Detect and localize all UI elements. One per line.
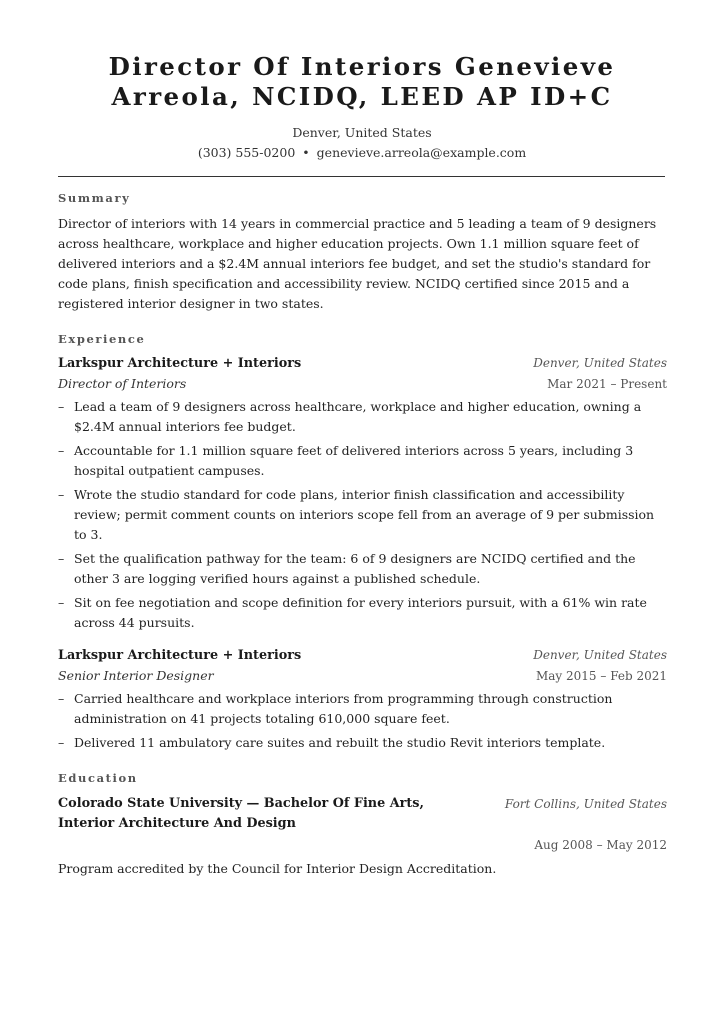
- job-entry: [58, 353, 667, 633]
- header-divider: [58, 176, 665, 177]
- bullet-marker: –: [58, 443, 65, 458]
- bullet-marker: –: [58, 595, 65, 610]
- job-bullet: [58, 397, 667, 437]
- education-school: Colorado State University — Bachelor Of Fine Arts, Interior Architecture And Design: [58, 796, 424, 831]
- summary-section: [58, 190, 667, 314]
- job-bullets: [58, 689, 667, 753]
- resume-header: [0, 52, 724, 162]
- bullet-text: Delivered 11 ambulatory care suites and rebuilt the studio Revit interiors template.: [74, 735, 606, 750]
- education-section: [58, 770, 667, 879]
- job-role: Senior Interior Designer: [58, 668, 214, 683]
- candidate-name: Director Of Interiors Genevieve Arreola, NCIDQ, LEED AP ID+C: [108, 52, 616, 111]
- bullet-text: Sit on fee negotiation and scope definition for every interiors pursuit, with a 61% win rate across 44 pursuits.: [74, 595, 647, 630]
- job-organization: Larkspur Architecture + Interiors: [58, 356, 302, 371]
- job-location: Denver, United States: [533, 648, 667, 662]
- bullet-marker: –: [58, 399, 65, 414]
- job-bullet: [58, 593, 667, 633]
- bullet-text: Carried healthcare and workplace interiors from programming through construction administration on 41 projects totaling 610,000 square feet.: [74, 691, 613, 726]
- job-bullet: [58, 441, 667, 481]
- job-location: Denver, United States: [533, 356, 667, 370]
- section-title-experience: Experience: [58, 332, 146, 346]
- job-bullet: [58, 733, 667, 753]
- summary-text: Director of interiors with 14 years in commercial practice and 5 leading a team of 9 designers across healthcare, workplace and higher education projects. Own 1.1 million square feet of delivered interiors and a $2.4M annual interiors fee budget, and set the studio's standard for code plans, finish specification and accessibility review. NCIDQ certified since 2015 and a registered interior designer in two states.: [58, 216, 657, 311]
- bullet-marker: –: [58, 551, 65, 566]
- bullet-marker: –: [58, 735, 65, 750]
- education-entry: [58, 794, 667, 879]
- section-title-education: Education: [58, 771, 138, 785]
- experience-section: [58, 331, 667, 753]
- job-dates: Mar 2021 – Present: [547, 377, 667, 391]
- section-title-summary: Summary: [58, 191, 131, 205]
- resume-body: [58, 190, 667, 879]
- phone-number: (303) 555-0200: [197, 145, 296, 160]
- contact-line: [0, 144, 724, 162]
- bullet-text: Wrote the studio standard for code plans, interior finish classification and accessibility review; permit comment counts on interiors scope fell from an average of 9 per submission to 3.: [74, 487, 655, 542]
- job-bullet: [58, 549, 667, 589]
- bullet-text: Set the qualification pathway for the team: 6 of 9 designers are NCIDQ certified and the other 3 are logging verified hours against a published schedule.: [74, 551, 636, 586]
- bullet-text: Lead a team of 9 designers across healthcare, workplace and higher education, owning a $2.4M annual interiors fee budget.: [74, 399, 642, 434]
- job-bullet: [58, 689, 667, 729]
- bullet-marker: –: [58, 691, 65, 706]
- job-dates: May 2015 – Feb 2021: [535, 669, 667, 683]
- candidate-location: Denver, United States: [292, 125, 432, 140]
- education-note: Program accredited by the Council for Interior Design Accreditation.: [58, 861, 497, 876]
- education-location: Fort Collins, United States: [504, 797, 667, 811]
- bullet-text: Accountable for 1.1 million square feet of delivered interiors across 5 years, including 3 hospital outpatient campuses.: [74, 443, 634, 478]
- email-address: genevieve.arreola@example.com: [316, 145, 527, 160]
- job-organization: Larkspur Architecture + Interiors: [58, 648, 302, 663]
- job-bullets: [58, 397, 667, 633]
- education-dates: Aug 2008 – May 2012: [534, 838, 667, 852]
- job-bullet: [58, 485, 667, 545]
- contact-separator: •: [302, 145, 310, 160]
- bullet-marker: –: [58, 487, 65, 502]
- job-entry: [58, 645, 667, 753]
- job-role: Director of Interiors: [58, 376, 187, 391]
